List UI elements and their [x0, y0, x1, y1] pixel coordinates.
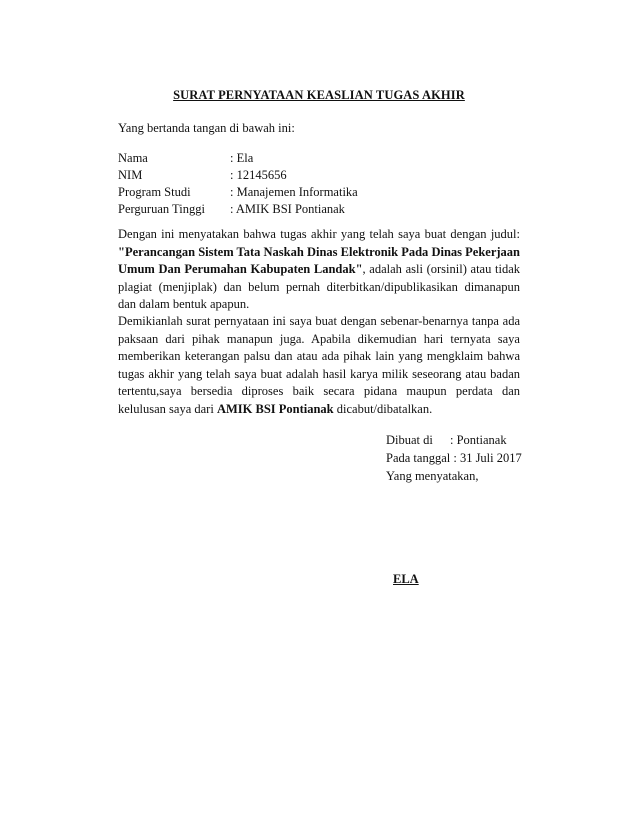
statement-text: Dengan ini menyatakan bahwa tugas akhir yang telah saya buat dengan judul:: [118, 227, 520, 241]
identity-label: Perguruan Tinggi: [118, 202, 205, 216]
thesis-title: "Perancangan Sistem Tata Naskah Dinas Elektronik Pada Dinas Pekerjaan Umum Dan Perumahan Kabupaten Landak": [118, 244, 520, 276]
declaration-paragraph: [118, 313, 520, 418]
institution-name: AMIK BSI Pontianak: [216, 401, 334, 416]
identity-row-institution: [118, 201, 358, 218]
identity-row-program: [118, 184, 358, 201]
identity-value: : 12145656: [230, 168, 287, 182]
signature-closing: Yang menyatakan,: [386, 469, 479, 483]
identity-value: : Manajemen Informatika: [230, 185, 358, 199]
identity-label: NIM: [118, 168, 143, 182]
identity-label: Nama: [118, 151, 148, 165]
intro-text: Yang bertanda tangan di bawah ini:: [118, 121, 295, 135]
signature-block: [386, 431, 522, 485]
declaration-text-end: dicabut/dibatalkan.: [333, 401, 433, 416]
signature-place: [386, 431, 522, 449]
signature-date: Pada tanggal : 31 Juli 2017: [386, 451, 522, 465]
identity-table: [118, 150, 358, 218]
signatory-name: ELA: [393, 572, 419, 586]
statement-paragraph: [118, 226, 520, 314]
identity-label: Program Studi: [118, 185, 191, 199]
identity-value: : Ela: [230, 151, 254, 165]
declaration-text: Demikianlah surat pernyataan ini saya buat dengan sebenar-benarnya tanpa ada paksaan dari pihak manapun juga. Apabila dikemudian hari ternyata saya memberikan keterangan palsu dan atau ada pihak lain yang mengklaim bahwa tugas akhir yang telah saya buat adalah hasil karya milik seseorang atau badan tertentu,saya bersedia diproses baik secara pidana maupun perdata dan kelulusan saya dari: [118, 314, 520, 416]
document-title: SURAT PERNYATAAN KEASLIAN TUGAS AKHIR: [173, 88, 465, 102]
identity-row-nim: [118, 167, 358, 184]
statement-text-end: , adalah asli (orsinil) atau tidak plagiat (menjiplak) dan belum pernah diterbitkan/dipublikasikan dimanapun dan dalam bentuk apapun.: [118, 262, 520, 311]
place-label: Dibuat di: [386, 433, 433, 447]
identity-value: : AMIK BSI Pontianak: [230, 202, 345, 216]
place-value: : Pontianak: [450, 433, 507, 447]
identity-row-name: [118, 150, 358, 167]
